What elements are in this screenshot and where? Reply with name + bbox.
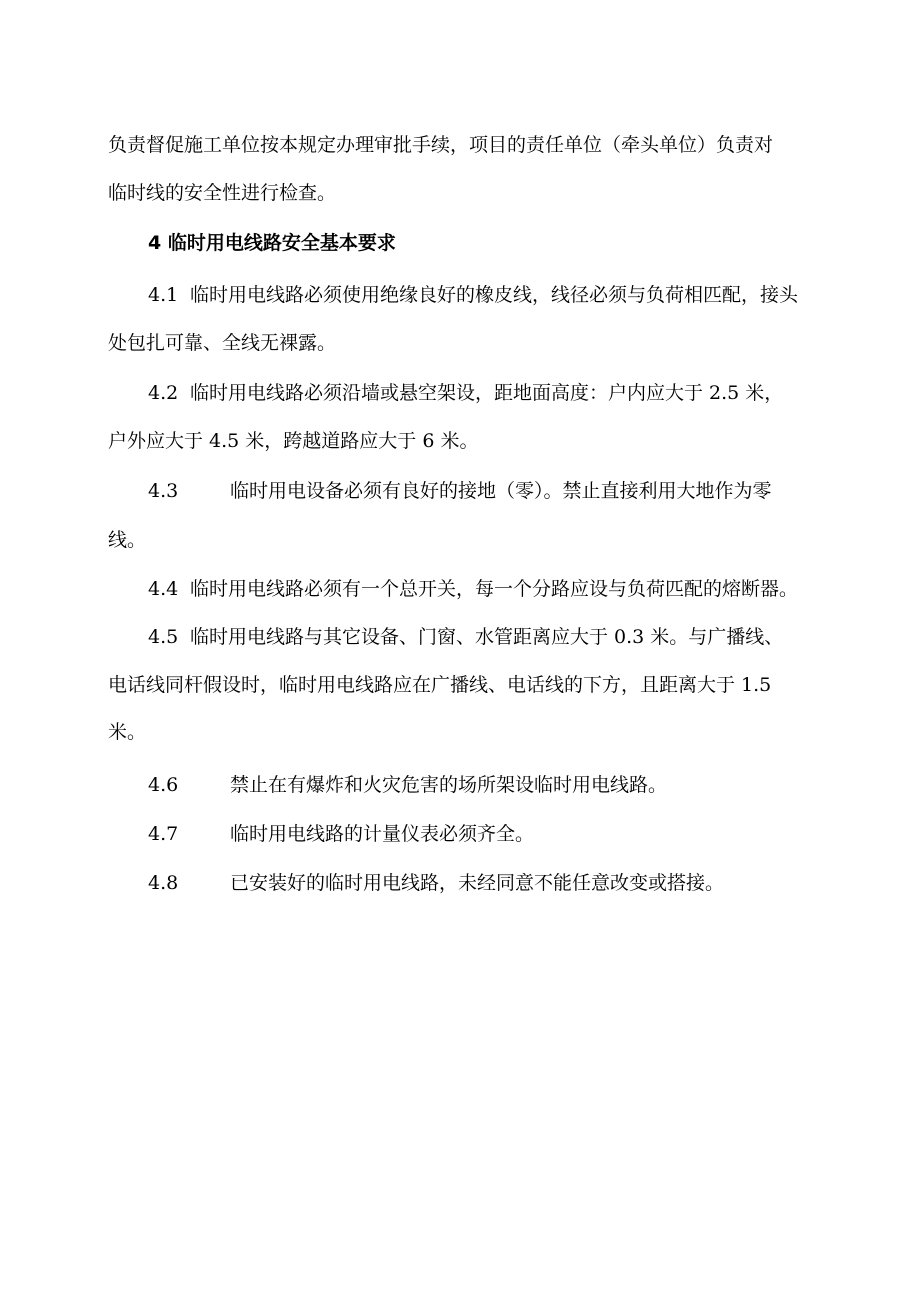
intro-line-2: 临时线的安全性进行检查。	[108, 182, 337, 204]
item-4-1-line-1: 临时用电线路必须使用绝缘良好的橡皮线，线径必须与负荷相匹配，接头	[190, 284, 799, 306]
item-4-4-line-1: 临时用电线路必须有一个总开关，每一个分路应设与负荷匹配的熔断器。	[190, 578, 799, 600]
item-number-4-7: 4.7	[148, 823, 179, 845]
item-4-6-line-1: 禁止在有爆炸和火灾危害的场所架设临时用电线路。	[230, 774, 668, 796]
item-4-2-line-2: 户外应大于 4.5 米，跨越道路应大于 6 米。	[108, 430, 479, 452]
item-4-3-line-2: 线。	[108, 529, 147, 551]
item-4-5-line-2: 电话线同杆假设时，临时用电线路应在广播线、电话线的下方，且距离大于 1.5	[108, 674, 772, 696]
section-heading: 4 临时用电线路安全基本要求	[148, 232, 396, 254]
item-4-3-line-1: 临时用电设备必须有良好的接地（零）。禁止直接利用大地作为零	[230, 480, 772, 502]
item-4-7-line-1: 临时用电线路的计量仪表必须齐全。	[230, 823, 535, 845]
intro-line-1: 负责督促施工单位按本规定办理审批手续，项目的责任单位（牵头单位）负责对	[108, 134, 774, 156]
item-number-4-3: 4.3	[148, 480, 179, 502]
item-4-8-line-1: 已安装好的临时用电线路，未经同意不能任意改变或搭接。	[230, 872, 725, 894]
item-number-4-6: 4.6	[148, 774, 179, 796]
item-number-4-4: 4.4	[148, 578, 179, 600]
item-4-5-line-3: 米。	[108, 721, 147, 743]
item-number-4-1: 4.1	[148, 284, 179, 306]
item-number-4-5: 4.5	[148, 626, 179, 648]
item-4-1-line-2: 处包扎可靠、全线无裸露。	[108, 332, 337, 354]
item-4-5-line-1: 临时用电线路与其它设备、门窗、水管距离应大于 0.3 米。与广播线、	[190, 626, 784, 648]
item-number-4-8: 4.8	[148, 872, 179, 894]
item-number-4-2: 4.2	[148, 382, 179, 404]
item-4-2-line-1: 临时用电线路必须沿墙或悬空架设，距地面高度：户内应大于 2.5 米，	[190, 382, 784, 404]
